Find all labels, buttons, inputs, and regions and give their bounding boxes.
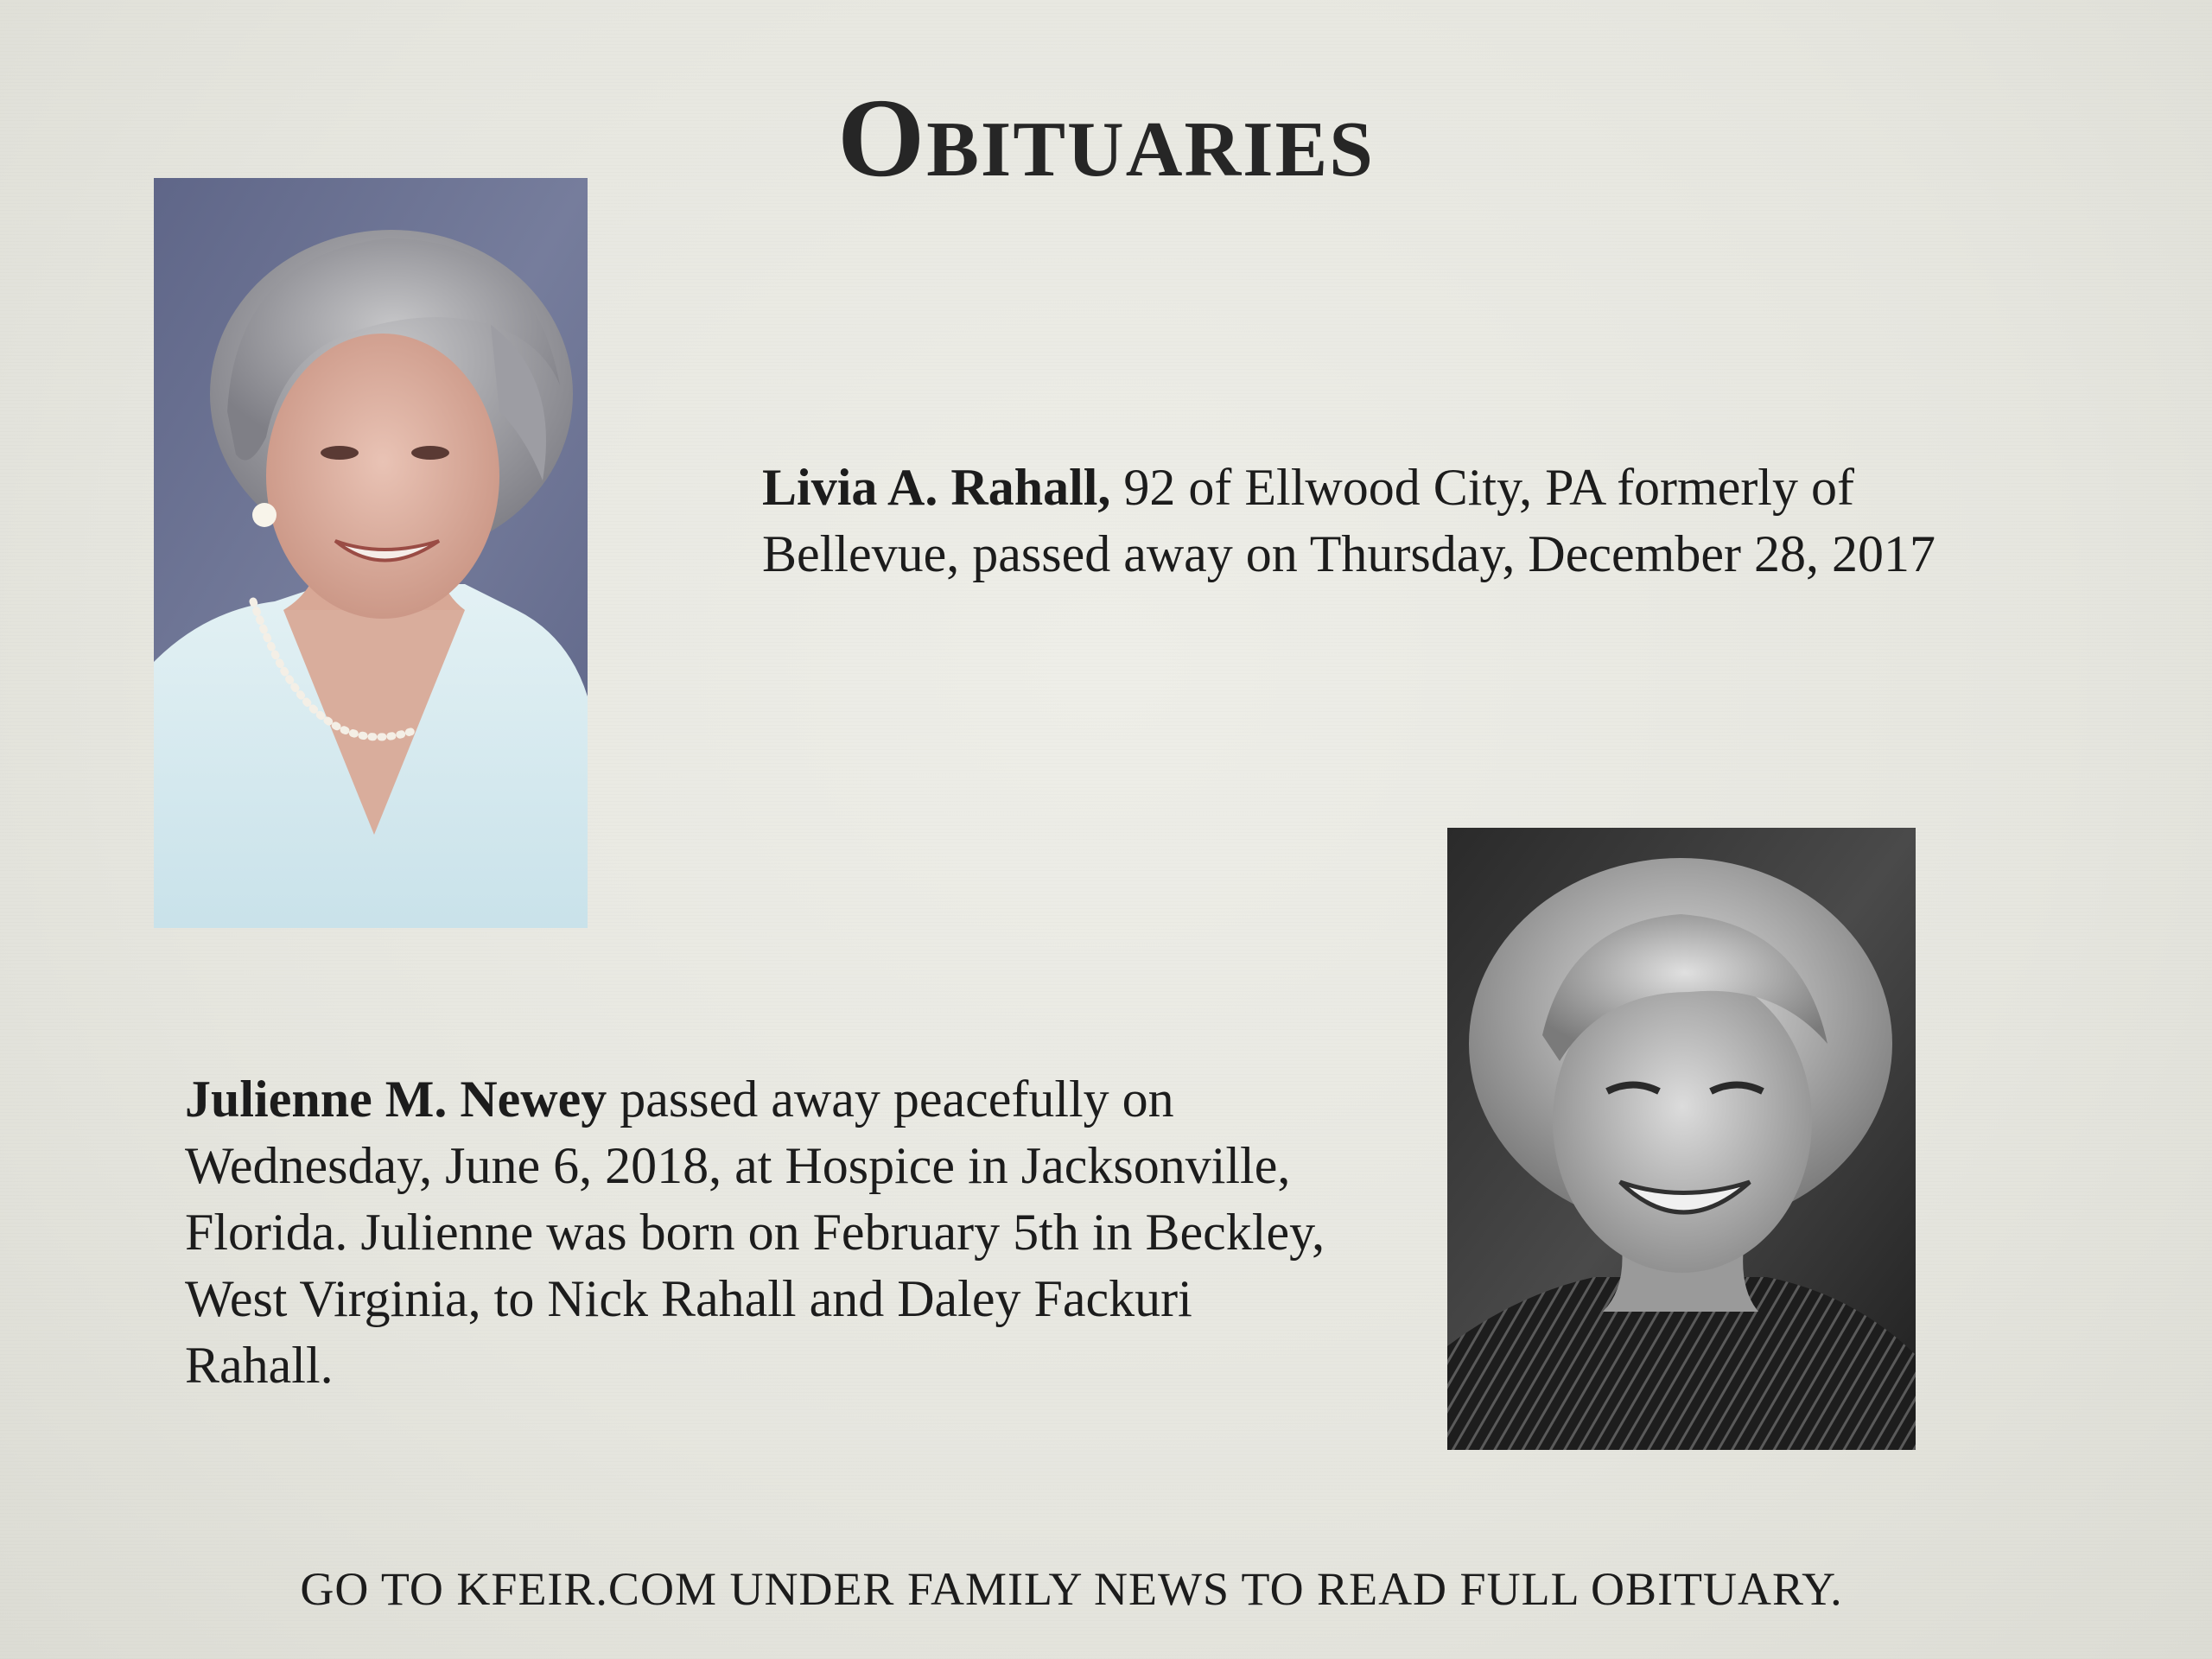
footer-note: GO TO KFEIR.COM UNDER FAMILY NEWS TO READ FULL OBITUARY.	[300, 1563, 1843, 1615]
portrait-photo-julienne	[1447, 828, 1916, 1450]
page-title: Obituaries	[837, 76, 1375, 200]
portrait-photo-livia	[154, 178, 588, 928]
obituary-name: Julienne M. Newey	[185, 1071, 607, 1128]
obituary-julienne	[185, 1066, 1325, 1399]
portrait-photo-color-icon	[154, 178, 588, 928]
obituary-text: passed away peacefully on Wednesday, June 6, 2018, at Hospice in Jacksonville, Florida. Julienne was born on February 5th in Beckley, West Virginia, to Nick Rahall and Daley Fackuri Rahall.	[185, 1071, 1325, 1394]
obituary-livia	[762, 454, 1998, 588]
obituary-text: 92 of Ellwood City, PA formerly of Bellevue, passed away on Thursday, December 28, 2017	[762, 459, 1936, 582]
obituary-name: Livia A. Rahall,	[762, 459, 1111, 516]
portrait-photo-bw-icon	[1447, 828, 1916, 1450]
